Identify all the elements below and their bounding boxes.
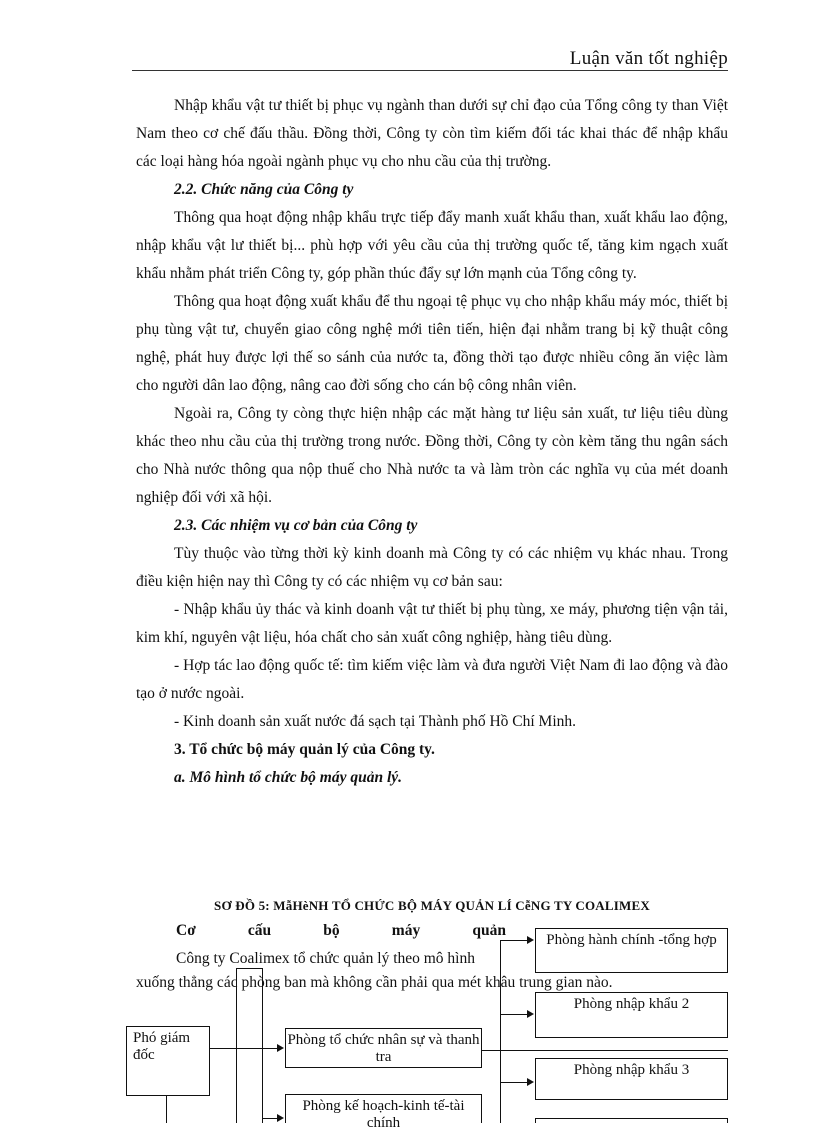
org-box-phong-to-chuc: Phòng tổ chức nhân sự và thanh tra	[285, 1028, 482, 1068]
connector-line	[210, 1048, 278, 1049]
org-box-pho-giam-doc: Phó giám đốc	[126, 1026, 210, 1096]
connector-line	[500, 940, 528, 941]
paragraph: Nhập khẩu vật tư thiết bị phục vụ ngành than dưới sự chỉ đạo của Tổng công ty than Việt Nam theo cơ chế đấu thầu. Đồng thời, Công ty còn tìm kiếm đối tác khai thác để nhập khẩu các loại hàng hóa ngoài ngành phục vụ cho nhu cầu của thị trường.	[136, 97, 728, 170]
paragraph: Thông qua hoạt động nhập khẩu trực tiếp đẩy manh xuất khẩu than, xuất khẩu lao động, nhập khẩu vật lư thiết bị... phù hợp với yêu cầu của thị trường quốc tế, tăng kim ngạch xuất khẩu nhằm phát triển Công ty, góp phần thúc đẩy sự lớn mạnh của Tổng công ty.	[136, 209, 728, 282]
overlapped-text-line	[176, 922, 506, 940]
connector-line	[236, 968, 237, 1123]
org-box-partial	[535, 1118, 728, 1123]
section-heading-2-2: 2.2. Chức năng của Công ty	[174, 181, 354, 198]
connector-line	[500, 1082, 528, 1083]
org-box-phong-hanh-chinh: Phòng hành chính -tổng hợp	[535, 928, 728, 973]
org-box-phong-nhap-khau-3: Phòng nhập khẩu 3	[535, 1058, 728, 1100]
paragraph: - Kinh doanh sản xuất nước đá sạch tại Thành phố Hồ Chí Minh.	[174, 713, 577, 730]
org-box-phong-ke-hoach: Phòng kế hoạch-kinh tế-tài chính	[285, 1094, 482, 1123]
arrow-icon	[277, 1044, 284, 1052]
overlapped-text-line: xuống thẳng các phòng ban mà không cần phải qua mét khâu trung gian nào.	[136, 974, 613, 991]
section-heading-3: 3. Tổ chức bộ máy quản lý của Công ty.	[174, 741, 435, 758]
word: quản	[472, 922, 506, 939]
paragraph: - Hợp tác lao động quốc tế: tìm kiếm việc làm và đưa người Việt Nam đi lao động và đào tạo ở nước ngoài.	[136, 657, 728, 702]
paragraph: - Nhập khẩu ủy thác và kinh doanh vật tư thiết bị phụ tùng, xe máy, phương tiện vận tải, kim khí, nguyên vật liệu, hóa chất cho sản xuất công nghiệp, hàng tiêu dùng.	[136, 601, 728, 646]
connector-line	[236, 968, 262, 969]
body-text	[136, 92, 728, 792]
paragraph: Ngoài ra, Công ty còng thực hiện nhập các mặt hàng tư liệu sản xuất, tư liệu tiêu dùng khác theo nhu cầu của thị trường trong nước. Đồng thời, Công ty còn kèm tăng thu ngân sách cho Nhà nước thông qua nộp thuế cho Nhà nước ta và làm tròn các nghĩa vụ của mét doanh nghiệp đối với xã hội.	[136, 405, 728, 506]
org-box-phong-nhap-khau-2: Phòng nhập khẩu 2	[535, 992, 728, 1038]
arrow-icon	[527, 936, 534, 944]
header-rule	[132, 70, 728, 71]
connector-line	[500, 1014, 528, 1015]
overlapped-text-line: Công ty Coalimex tổ chức quản lý theo mô hình	[176, 950, 475, 967]
word: máy	[391, 922, 421, 939]
connector-line	[262, 1118, 278, 1119]
word: cấu	[247, 922, 272, 939]
connector-line	[500, 940, 501, 1123]
paragraph: Thông qua hoạt động xuất khẩu để thu ngoại tệ phục vụ cho nhập khẩu máy móc, thiết bị phụ tùng vật tư, chuyển giao công nghệ mới tiên tiến, hiện đại nhằm trang bị kỹ thuật công nghệ, phát huy được lợi thế so sánh của nước ta, đồng thời tạo được nhiều công ăn việc làm cho người dân lao động, nâng cao đời sống cho cán bộ công nhân viên.	[136, 293, 728, 394]
word: bộ	[323, 922, 340, 939]
section-heading-a: a. Mô hình tổ chức bộ máy quản lý.	[174, 769, 403, 786]
connector-line	[482, 1050, 728, 1051]
arrow-icon	[527, 1010, 534, 1018]
diagram-caption: SƠ ĐỒ 5: MẫHèNH TỔ CHỨC BỘ MÁY QUẢN LÍ CễNG TY COALIMEX	[214, 898, 650, 913]
paragraph: Tùy thuộc vào từng thời kỳ kinh doanh mà Công ty có các nhiệm vụ khác nhau. Trong điều kiện hiện nay thì Công ty có các nhiệm vụ cơ bản sau:	[136, 545, 728, 590]
page-header-title: Luận văn tốt nghiệp	[569, 48, 728, 69]
connector-line	[262, 968, 263, 1123]
arrow-icon	[527, 1078, 534, 1086]
arrow-icon	[277, 1114, 284, 1122]
section-heading-2-3: 2.3. Các nhiệm vụ cơ bản của Công ty	[174, 517, 418, 534]
connector-line	[166, 1096, 167, 1123]
word: Cơ	[176, 922, 196, 939]
